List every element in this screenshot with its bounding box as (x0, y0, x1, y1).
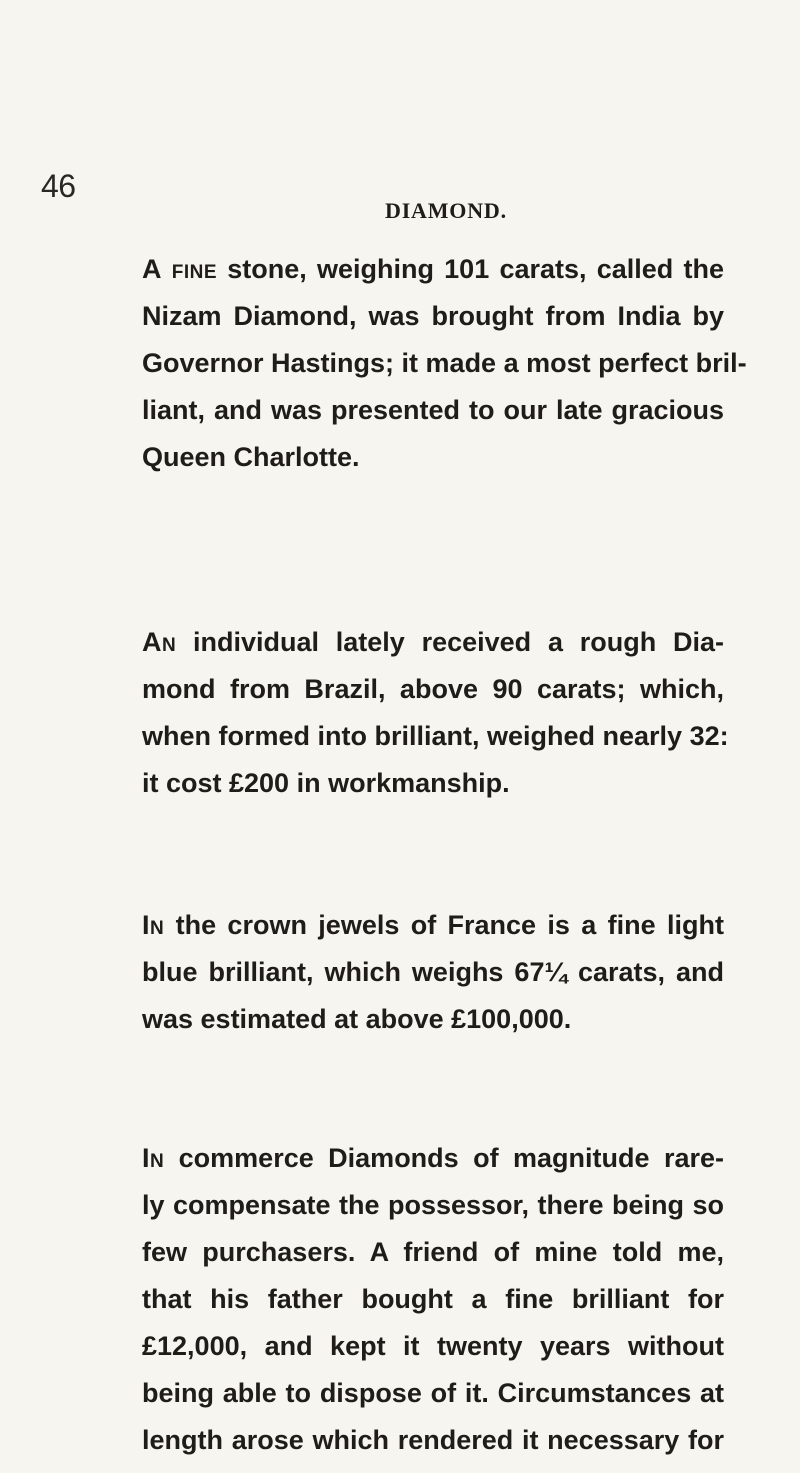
paragraph-3 (142, 902, 724, 1043)
paragraph-line: length arose which rendered it necessary for (142, 1425, 724, 1455)
paragraph-line: when formed into brilliant, weighed nearly 32: (142, 721, 729, 751)
paragraph-line: Nizam Diamond, was brought from India by (142, 301, 724, 331)
paragraph-line: it cost £200 in workmanship. (142, 768, 510, 798)
paragraph-line: blue brilliant, which weighs 67¼ carats, and (142, 957, 724, 987)
paragraph-line: Governor Hastings; it made a most perfect bril- (142, 348, 747, 378)
paragraph-line: liant, and was presented to our late gracious (142, 395, 724, 425)
paragraph-line (142, 246, 724, 293)
paragraph-line: few purchasers. A friend of mine told me, (142, 1237, 724, 1267)
paragraph-line: was estimated at above £100,000. (142, 1004, 572, 1034)
paragraph-lead: A fine (142, 254, 217, 284)
running-head: DIAMOND. (385, 198, 507, 223)
page-number: 46 (41, 168, 76, 204)
paragraph-line: being able to dispose of it. Circumstances at (142, 1378, 724, 1408)
paragraph-text: the crown jewels of France is a fine light (164, 910, 724, 940)
paragraph-line: £12,000, and kept it twenty years without (142, 1331, 724, 1361)
paragraph-1 (142, 246, 747, 481)
paragraph-text: stone, weighing 101 carats, called the (217, 254, 724, 284)
paragraph-text: individual lately received a rough Dia- (176, 627, 724, 657)
paragraph-line: Queen Charlotte. (142, 442, 360, 472)
paragraph-lead: An (142, 627, 177, 657)
paragraph-line: ly compensate the possessor, there being so (142, 1190, 724, 1220)
paragraph-text: commerce Diamonds of magnitude rare- (164, 1143, 724, 1173)
paragraph-line (142, 1135, 724, 1182)
paragraph-line (142, 619, 724, 666)
paragraph-line: mond from Brazil, above 90 carats; which, (142, 674, 724, 704)
paragraph-line: that his father bought a fine brilliant for (142, 1284, 724, 1314)
paragraph-lead: In (142, 910, 165, 940)
paragraph-2 (142, 619, 729, 807)
paragraph-line (142, 902, 724, 949)
paragraph-lead: In (142, 1143, 165, 1173)
paragraph-4 (142, 1135, 724, 1464)
